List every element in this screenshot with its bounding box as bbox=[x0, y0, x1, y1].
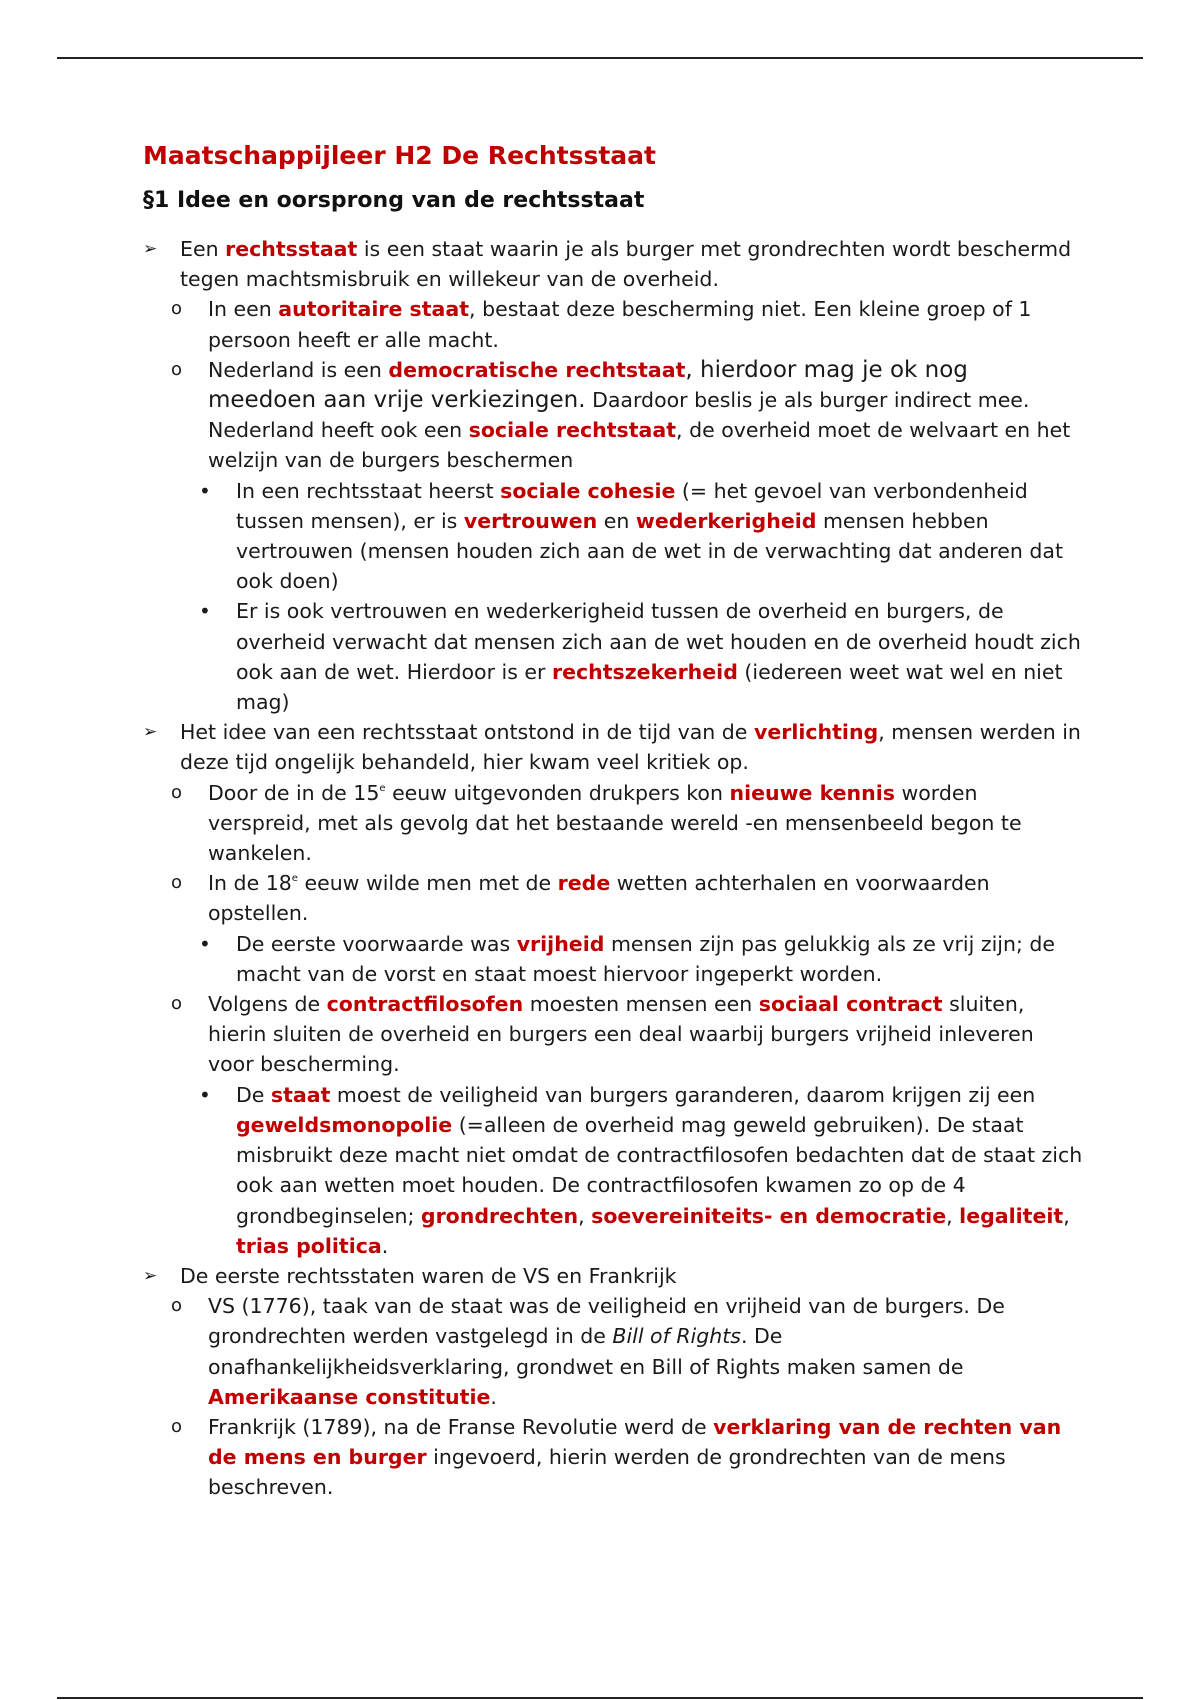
keyword: autoritaire staat bbox=[278, 297, 470, 322]
keyword: sociale cohesie bbox=[500, 478, 676, 503]
circle-bullet-icon: o bbox=[171, 1295, 183, 1317]
list-item bbox=[143, 989, 1083, 1080]
section-heading: §1 Idee en oorsprong van de rechtsstaat bbox=[143, 188, 645, 213]
text: Daardoor beslis je als burger indirect mee. Nederland heeft ook een bbox=[208, 388, 1030, 443]
text: Een bbox=[180, 237, 226, 261]
keyword: vrijheid bbox=[516, 931, 605, 956]
dot-bullet-icon: • bbox=[199, 931, 211, 956]
circle-bullet-icon: o bbox=[171, 358, 183, 380]
keyword: wederkerigheid bbox=[635, 508, 817, 533]
text: eeuw wilde men met de bbox=[297, 871, 558, 896]
text: . bbox=[381, 1233, 389, 1258]
superscript: e bbox=[291, 873, 298, 885]
text: (= het gevoel van verbondenheid tussen mensen), er is bbox=[236, 478, 1028, 533]
arrow-bullet-icon: ➢ bbox=[143, 1265, 158, 1286]
text: eeuw uitgevonden drukpers kon bbox=[385, 780, 730, 805]
list-item bbox=[143, 355, 1083, 476]
text: sluiten, hierin sluiten de overheid en burgers een deal waarbij burgers vrijheid inleveren voor bescherming. bbox=[208, 992, 1034, 1077]
keyword: nieuwe kennis bbox=[729, 780, 895, 805]
document-page bbox=[143, 136, 1083, 1503]
arrow-bullet-icon: ➢ bbox=[143, 239, 158, 259]
list-item bbox=[143, 868, 1083, 928]
keyword: trias politica bbox=[236, 1233, 382, 1258]
text: mensen zijn pas gelukkig als ze vrij zijn; de macht van de vorst en staat moest hiervoor ingeperkt worden. bbox=[236, 931, 1056, 986]
dot-bullet-icon: • bbox=[199, 599, 211, 624]
text: ingevoerd, hierin werden de grondrechten van de mens beschreven. bbox=[208, 1445, 1006, 1500]
list-item bbox=[143, 1261, 1083, 1291]
text: (=alleen de overheid mag geweld gebruiken). De staat misbruikt deze macht niet omdat de contractfilosofen bedachten dat de staat zich ook aan wetten moet houden. De contractfilosofen kwamen zo op de 4 grondbeginselen; bbox=[236, 1112, 1083, 1228]
list-item bbox=[143, 476, 1083, 597]
text: worden verspreid, met als gevolg dat het bestaande wereld -en mensenbeeld begon te wankelen. bbox=[208, 780, 1022, 866]
list-item bbox=[143, 1291, 1083, 1412]
circle-bullet-icon: o bbox=[171, 781, 183, 803]
bottom-rule bbox=[57, 1697, 1143, 1699]
circle-bullet-icon: o bbox=[171, 1415, 183, 1437]
text: , bbox=[946, 1203, 960, 1228]
list-item bbox=[143, 294, 1083, 354]
text: De bbox=[236, 1082, 271, 1107]
circle-bullet-icon: o bbox=[171, 872, 183, 894]
keyword: democratische rechtstaat bbox=[388, 357, 686, 382]
circle-bullet-icon: o bbox=[171, 298, 183, 320]
keyword: vertrouwen bbox=[463, 508, 598, 533]
list-item bbox=[143, 929, 1083, 989]
keyword: Amerikaanse constitutie bbox=[208, 1384, 491, 1409]
keyword: geweldsmonopolie bbox=[236, 1112, 453, 1137]
arrow-bullet-icon: ➢ bbox=[143, 722, 158, 743]
keyword: verklaring van de rechten van de mens en burger bbox=[208, 1414, 1062, 1470]
keyword: contractfilosofen bbox=[326, 992, 524, 1017]
text: , bbox=[578, 1203, 592, 1228]
text: en bbox=[597, 508, 636, 533]
dot-bullet-icon: • bbox=[199, 478, 211, 503]
text: is een staat waarin je als burger met grondrechten wordt beschermd tegen machtsmisbruik en willekeur van de overheid. bbox=[180, 237, 1072, 292]
text: In een bbox=[208, 297, 279, 322]
keyword: sociaal contract bbox=[758, 992, 943, 1017]
text: mensen hebben vertrouwen (mensen houden zich aan de wet in de verwachting dat anderen dat ook doen) bbox=[236, 508, 1063, 594]
text: wetten achterhalen en voorwaarden opstellen. bbox=[208, 871, 990, 926]
keyword: staat bbox=[270, 1082, 331, 1107]
superscript: e bbox=[379, 782, 386, 794]
circle-bullet-icon: o bbox=[171, 993, 183, 1015]
keyword: sociale rechtstaat bbox=[468, 418, 677, 443]
keyword: grondrechten bbox=[420, 1203, 579, 1228]
text: , de overheid moet de welvaart en het welzijn van de burgers beschermen bbox=[208, 418, 1071, 473]
text: , mensen werden in deze tijd ongelijk behandeld, hier kwam veel kritiek op. bbox=[180, 720, 1081, 775]
list-item bbox=[143, 1412, 1083, 1503]
text: Het idee van een rechtsstaat ontstond in de tijd van de bbox=[180, 720, 754, 745]
keyword: soevereiniteits- en democratie bbox=[591, 1203, 947, 1228]
text: moest de veiligheid van burgers garanderen, daarom krijgen zij een bbox=[330, 1082, 1036, 1107]
text: De eerste rechtsstaten waren de VS en Frankrijk bbox=[180, 1263, 677, 1288]
text: moesten mensen een bbox=[523, 992, 759, 1017]
document-title: Maatschappijleer H2 De Rechtsstaat bbox=[143, 141, 656, 170]
text: In de 18 bbox=[208, 871, 292, 896]
list-item bbox=[143, 1080, 1083, 1261]
list-item bbox=[143, 778, 1083, 869]
keyword: legaliteit bbox=[959, 1203, 1064, 1228]
text: De eerste voorwaarde was bbox=[236, 931, 517, 956]
list-item bbox=[143, 717, 1083, 777]
text: (iedereen weet wat wel en niet mag) bbox=[236, 659, 1063, 715]
dot-bullet-icon: • bbox=[199, 1082, 211, 1107]
text: Nederland is een bbox=[208, 357, 389, 382]
text: . De onafhankelijkheidsverklaring, grondwet en Bill of Rights maken samen de bbox=[208, 1324, 964, 1379]
text: In een rechtsstaat heerst bbox=[236, 478, 501, 503]
text: , bestaat deze bescherming niet. Een kleine groep of 1 persoon heeft er alle macht. bbox=[208, 297, 1032, 352]
keyword: rechtsstaat bbox=[225, 237, 358, 261]
text: Volgens de bbox=[208, 992, 327, 1017]
keyword: rede bbox=[557, 871, 611, 896]
text: . bbox=[490, 1384, 497, 1409]
list-item bbox=[143, 234, 1083, 294]
keyword: verlichting bbox=[753, 720, 879, 745]
text: Frankrijk (1789), na de Franse Revolutie werd de bbox=[208, 1414, 714, 1439]
list-item bbox=[143, 596, 1083, 717]
text: , bbox=[1063, 1203, 1070, 1228]
keyword: rechtszekerheid bbox=[551, 659, 738, 684]
text: VS (1776), taak van de staat was de veiligheid en vrijheid van de burgers. De grondrechten werden vastgelegd in de bbox=[208, 1294, 1005, 1349]
text: , hierdoor mag je ok nog meedoen aan vrije verkiezingen. bbox=[208, 356, 968, 414]
text: Door de in de 15 bbox=[208, 780, 380, 805]
italic-text: Bill of Rights bbox=[612, 1324, 741, 1349]
top-rule bbox=[57, 57, 1143, 59]
text: Er is ook vertrouwen en wederkerigheid tussen de overheid en burgers, de overheid verwacht dat mensen zich aan de wet houden en de overheid houdt zich ook aan de wet. Hierdoor is er bbox=[236, 599, 1081, 684]
